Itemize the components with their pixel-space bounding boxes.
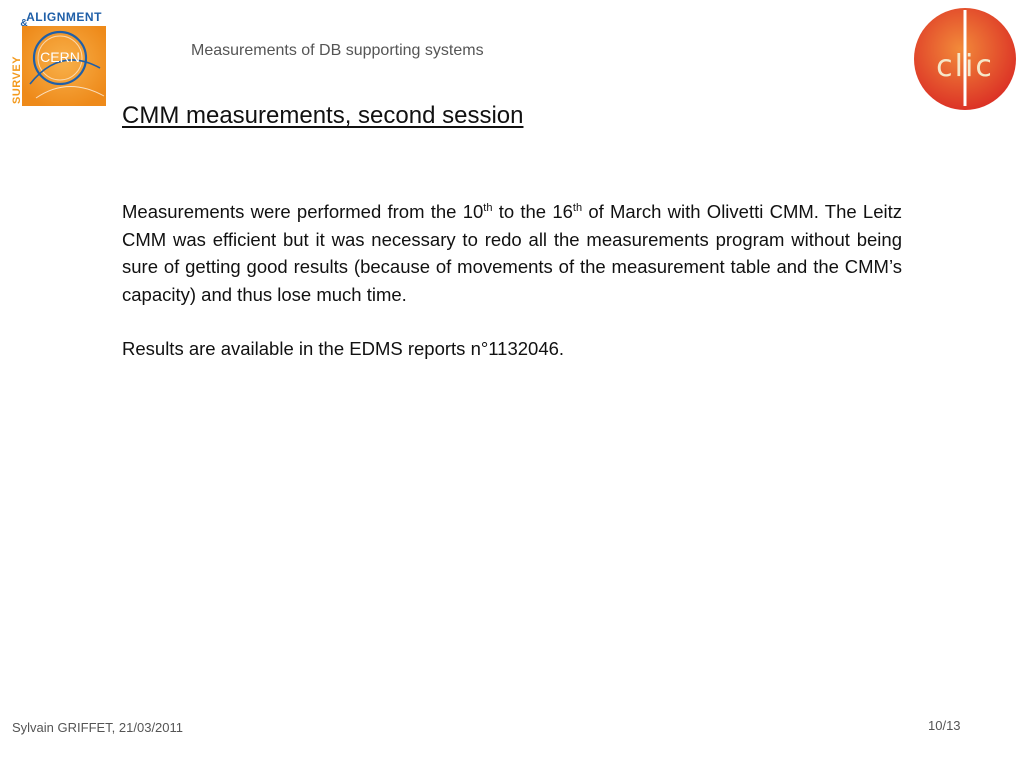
para1-text-mid: to the 16: [492, 201, 573, 222]
para1-text-start: Measurements were performed from the 10: [122, 201, 484, 222]
paragraph-measurements: [122, 198, 902, 308]
paragraph-results: Results are available in the EDMS reports n°1132046.: [122, 338, 565, 359]
page-number: 10/13: [928, 718, 961, 733]
footer-author-date: Sylvain GRIFFET, 21/03/2011: [12, 720, 184, 735]
svg-text:CERN: CERN: [40, 49, 80, 65]
header-title: Measurements of DB supporting systems: [191, 42, 484, 59]
slide-title: CMM measurements, second session: [122, 102, 524, 129]
svg-text:SURVEY: SURVEY: [11, 55, 23, 104]
para1-text-end: of March with Olivetti CMM. The Leitz CMM was efficient but it was necessary to redo all the measurements program without being sure of getting good results (because of movements of the measurement table and the CMM’s capacity) and thus lose much time.: [122, 201, 903, 305]
survey-alignment-cern-logo: [8, 6, 106, 106]
svg-text:&: &: [20, 18, 28, 29]
superscript-th-2: th: [572, 202, 583, 214]
svg-text:clic: clic: [936, 49, 994, 84]
svg-text:ALIGNMENT: ALIGNMENT: [26, 10, 102, 24]
clic-logo: [912, 6, 1018, 112]
superscript-th-1: th: [483, 202, 493, 214]
slide-body: [122, 198, 902, 390]
